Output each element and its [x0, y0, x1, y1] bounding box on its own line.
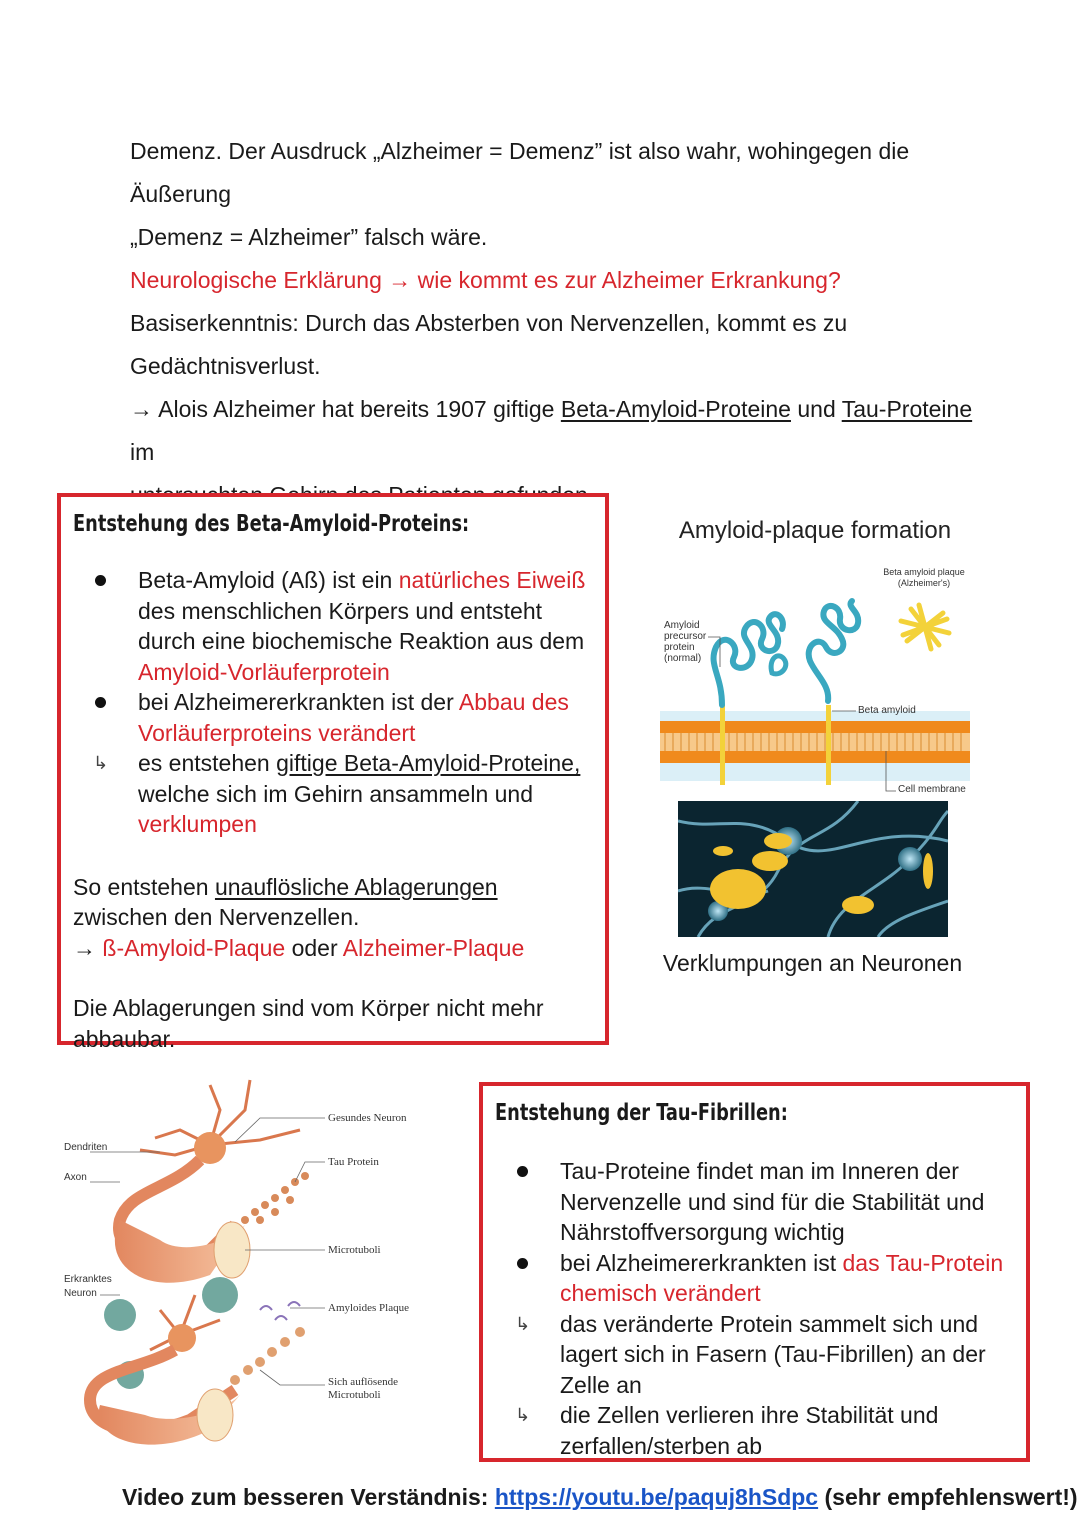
cell-membrane-label: Cell membrane — [898, 784, 966, 795]
label-line: (normal) — [664, 653, 702, 664]
neuron-diagram — [60, 1070, 440, 1465]
label-line: Microtuboli — [328, 1389, 381, 1401]
amyloid-figure-title: Amyloid-plaque formation — [678, 517, 952, 544]
highlight: Abbau des Vorläuferproteins verändert — [138, 689, 569, 746]
arrow: → — [73, 934, 103, 961]
text: welche sich im Gehirn ansammeln und — [138, 780, 534, 807]
intro-line-1: Demenz. Der Ausdruck „Alzheimer = Demenz” ist also wahr, wohingegen die Äußerung — [130, 138, 910, 207]
neuro-basis: Basiserkenntnis: Durch das Absterben von Nervenzellen, kommt es zu Gedächtnisverlust. — [130, 310, 848, 379]
beta-bullet-1 — [73, 565, 591, 687]
underlined: unauflösliche Ablagerungen — [214, 873, 498, 900]
bullet-icon — [517, 1166, 528, 1177]
tau-bullet-3 — [495, 1309, 1012, 1401]
return-arrow-icon: ↳ — [515, 1405, 531, 1425]
amyloid-figure — [660, 515, 970, 815]
video-line — [122, 1484, 1078, 1511]
beta-bullet-2 — [73, 687, 591, 748]
text: oder — [285, 934, 343, 961]
label-line: (Alzheimer's) — [897, 578, 951, 588]
tau-bullet-4 — [495, 1400, 1012, 1461]
label-line: Beta amyloid plaque — [883, 567, 965, 577]
plaque-label — [864, 567, 984, 589]
beta-plaque-line — [73, 933, 591, 964]
return-arrow-icon: ↳ — [515, 1313, 531, 1334]
finding-beta-term: Beta-Amyloid-Proteine — [560, 396, 791, 422]
video-link[interactable]: https://youtu.be/paquj8hSdpc — [494, 1484, 819, 1510]
amyloides-plaque-label: Amyloides Plaque — [328, 1302, 409, 1314]
highlight: ß-Amyloid-Plaque — [102, 934, 286, 961]
video-label: Video zum besseren Verständnis: — [122, 1484, 495, 1510]
beta-conclusion: Die Ablagerungen sind vom Körper nicht mehr abbaubar. — [73, 995, 544, 1052]
underlined: giftige Beta-Amyloid-Proteine, — [276, 750, 581, 776]
text: Tau-Proteine findet man im Inneren der Nervenzelle und sind für die Stabilität und Nährstoffversorgung wichtig — [560, 1158, 985, 1245]
return-arrow-icon: ↳ — [93, 753, 109, 773]
bullet-icon — [95, 575, 106, 586]
neuro-finding — [130, 388, 990, 474]
text: So entstehen — [73, 873, 215, 900]
label-line: Sich auflösende — [328, 1376, 398, 1388]
video-note: (sehr empfehlenswert!) — [818, 1484, 1078, 1510]
precursor-stalk — [720, 705, 725, 785]
text: bei Alzheimererkrankten ist der — [138, 689, 459, 715]
neuron-caption: Verklumpungen an Neuronen — [662, 950, 963, 976]
text: zwischen den Nervenzellen. — [73, 904, 360, 930]
membrane-tails — [660, 733, 970, 751]
membrane-heads-bottom — [660, 751, 970, 763]
text: des menschlichen Körpers und entsteht durch eine biochemische Reaktion aus dem — [138, 597, 585, 654]
text: bei Alzheimererkrankten ist — [560, 1249, 843, 1276]
beta-amyloid-box — [57, 493, 609, 1052]
erkranktes-neuron-label — [64, 1273, 112, 1301]
tau-bullet-1 — [495, 1156, 1012, 1248]
tau-fibrillen-box — [479, 1082, 1030, 1462]
tau-list — [495, 1156, 1012, 1461]
neuro-section — [130, 259, 990, 517]
finding-text: und — [790, 396, 842, 422]
label-line: Erkranktes — [64, 1274, 112, 1285]
text: das veränderte Protein sammelt sich und lagert sich in Fasern (Tau-Fibrillen) an der Zelle an — [560, 1310, 986, 1398]
highlight: Alzheimer-Plaque — [342, 934, 525, 961]
neuro-heading: Neurologische Erklärung → wie kommt es zur Alzheimer Erkrankung? — [130, 267, 841, 293]
beta-stalk — [826, 705, 831, 785]
beta-list — [73, 565, 591, 840]
highlight: das Tau-Protein chemisch verändert — [560, 1249, 1004, 1306]
axon-label: Axon — [64, 1172, 87, 1183]
beta-summary — [73, 872, 591, 933]
label-line: protein — [664, 642, 695, 653]
intro-line-2: „Demenz = Alzheimer” falsch wäre. — [130, 224, 488, 250]
sich-aufloesende-label — [328, 1376, 398, 1402]
membrane-heads-top — [660, 721, 970, 733]
highlight: natürliches Eiweiß — [398, 567, 586, 593]
neuron-cluster-image — [678, 801, 948, 937]
finding-text: → Alois Alzheimer hat bereits 1907 giftige — [130, 396, 561, 422]
bullet-icon — [95, 697, 106, 708]
bullet-icon — [517, 1258, 528, 1269]
beta-box-title: Entstehung des Beta-Amyloid-Proteins: — [73, 511, 470, 537]
highlight: verklumpen — [138, 811, 257, 837]
tau-box-title: Entstehung der Tau-Fibrillen: — [495, 1100, 788, 1126]
neuron-diagram-illustration — [60, 1070, 440, 1465]
gesundes-neuron-label: Gesundes Neuron — [328, 1112, 407, 1124]
plaque-star-icon — [901, 605, 949, 649]
text: Beta-Amyloid (Aß) ist ein — [138, 567, 399, 593]
text: es entstehen — [138, 750, 277, 776]
beta-amyloid-label: Beta amyloid — [858, 705, 916, 716]
highlight: Amyloid-Vorläuferprotein — [138, 658, 390, 685]
microtuboli-label: Microtuboli — [328, 1244, 381, 1256]
tau-bullet-2 — [495, 1248, 1012, 1309]
label-line: Neuron — [64, 1288, 97, 1299]
protein-fragment — [771, 656, 786, 674]
text: die Zellen verlieren ihre Stabilität und zerfallen/sterben ab — [560, 1402, 939, 1459]
finding-text: im — [130, 439, 155, 465]
finding-tau-term: Tau-Proteine — [841, 396, 973, 422]
tau-protein-label: Tau Protein — [328, 1156, 379, 1168]
cleaved-protein-coil — [809, 601, 859, 701]
amyloid-diagram — [660, 555, 970, 805]
intro-paragraph — [130, 130, 990, 259]
dendriten-label: Dendriten — [64, 1142, 108, 1153]
precursor-label — [664, 620, 706, 664]
beta-bullet-3 — [73, 748, 591, 840]
label-line: Amyloid — [664, 620, 700, 631]
label-line: precursor — [664, 631, 707, 642]
neuron-cluster-illustration — [678, 801, 948, 937]
